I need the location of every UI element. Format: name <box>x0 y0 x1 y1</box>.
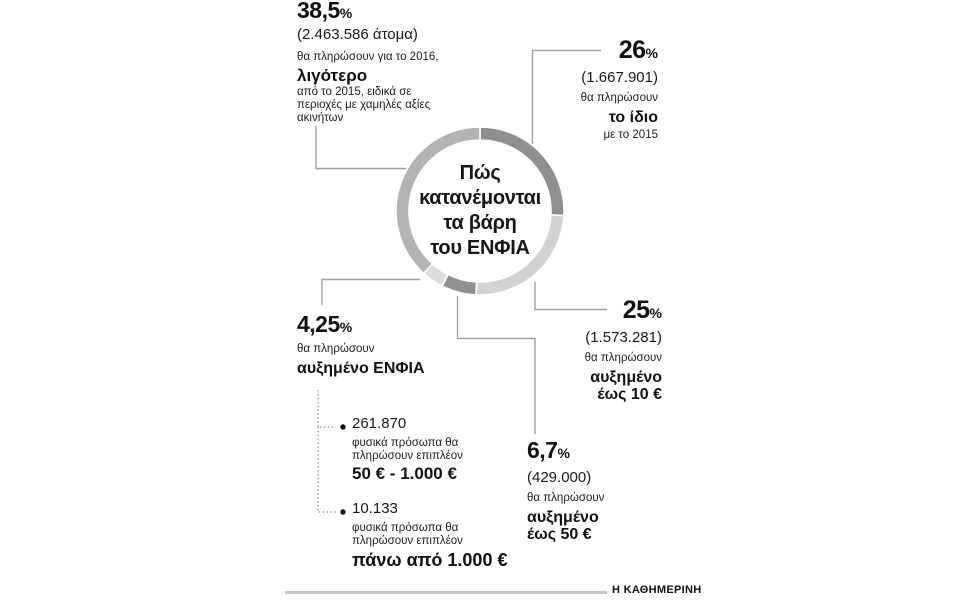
pct-value: 26 <box>618 36 646 64</box>
callout-38-5-text: περιοχές με χαμηλές αξίες <box>297 99 431 111</box>
pct-sign: % <box>649 305 662 321</box>
pct-value: 25 <box>622 296 650 324</box>
sub-block-amount: πάνω από 1.000 € <box>352 550 508 570</box>
connector-38-5 <box>316 126 406 169</box>
callout-25-emphasis: έως 10 € <box>597 386 662 403</box>
pct-sign: % <box>339 5 353 21</box>
callout-38-5-text: ακινήτων <box>297 112 344 124</box>
pct-sign: % <box>557 445 570 461</box>
callout-25-count: (1.573.281) <box>585 329 662 346</box>
sub-block-text: πληρώσουν επιπλέον <box>352 535 463 547</box>
callout-4-25-text: θα πληρώσουν <box>297 343 375 355</box>
callout-25-emphasis: αυξημένο <box>590 369 662 386</box>
callout-26-emphasis: το ίδιο <box>608 109 658 126</box>
bullet-261870 <box>340 424 345 429</box>
chart-title-line: τα βάρη <box>443 212 517 234</box>
footer-rule <box>285 591 607 594</box>
callout-26-count: (1.667.901) <box>581 69 658 86</box>
chart-title <box>395 161 565 261</box>
callout-26-text: με το 2015 <box>603 129 658 141</box>
chart-title-line: κατανέμονται <box>419 187 541 209</box>
callout-38-5-count: (2.463.586 άτομα) <box>297 26 418 43</box>
sub-block-count: 261.870 <box>352 415 407 432</box>
callout-25-text: θα πληρώσουν <box>584 352 662 364</box>
pct-value: 38,5 <box>297 0 340 23</box>
pct-value: 6,7 <box>527 437 558 463</box>
sub-block-50-1000 <box>352 416 552 484</box>
callout-6-7-emphasis: αυξημένο <box>527 509 599 526</box>
callout-38-5-emphasis: λιγότερο <box>297 66 368 85</box>
chart-title-line: Πώς <box>459 162 501 184</box>
callout-38-5 <box>297 0 512 125</box>
callout-26-text: θα πληρώσουν <box>580 92 658 104</box>
sub-block-text: πληρώσουν επιπλέον <box>352 450 463 462</box>
bullet-10133 <box>340 509 345 514</box>
callout-4-25 <box>297 311 507 377</box>
sub-block-over-1000 <box>352 501 572 569</box>
pct-sign: % <box>339 319 353 335</box>
dotted-branch-upper <box>318 390 336 427</box>
callout-26 <box>498 36 658 142</box>
pct-value: 4,25 <box>297 311 340 337</box>
sub-block-text: φυσικά πρόσωπα θα <box>352 437 459 449</box>
callout-6-7-text: θα πληρώσουν <box>527 492 605 504</box>
dotted-branch-lower <box>318 427 336 512</box>
callout-4-25-emphasis: αυξημένο ΕΝΦΙΑ <box>297 360 425 377</box>
sub-block-amount: 50 € - 1.000 € <box>352 464 457 483</box>
callout-4-25-pct <box>297 311 507 337</box>
callout-38-5-text: θα πληρώσουν για το 2016, <box>297 51 439 63</box>
sub-block-text: φυσικά πρόσωπα θα <box>352 522 459 534</box>
callout-25 <box>502 296 662 403</box>
callout-38-5-text: από το 2015, ειδικά σε <box>297 86 412 98</box>
connector-4-25 <box>322 280 420 306</box>
callout-38-5-pct <box>297 0 512 23</box>
callout-6-7-count: (429.000) <box>527 469 592 486</box>
sub-block-count: 10.133 <box>352 500 398 517</box>
chart-title-line: του ΕΝΦΙΑ <box>430 237 530 259</box>
callout-26-pct <box>498 36 658 64</box>
pct-sign: % <box>645 45 658 61</box>
publisher-credit: Η ΚΑΘΗΜΕΡΙΝΗ <box>612 584 702 596</box>
callout-25-pct <box>502 296 662 324</box>
callout-6-7-emphasis: έως 50 € <box>527 526 592 543</box>
